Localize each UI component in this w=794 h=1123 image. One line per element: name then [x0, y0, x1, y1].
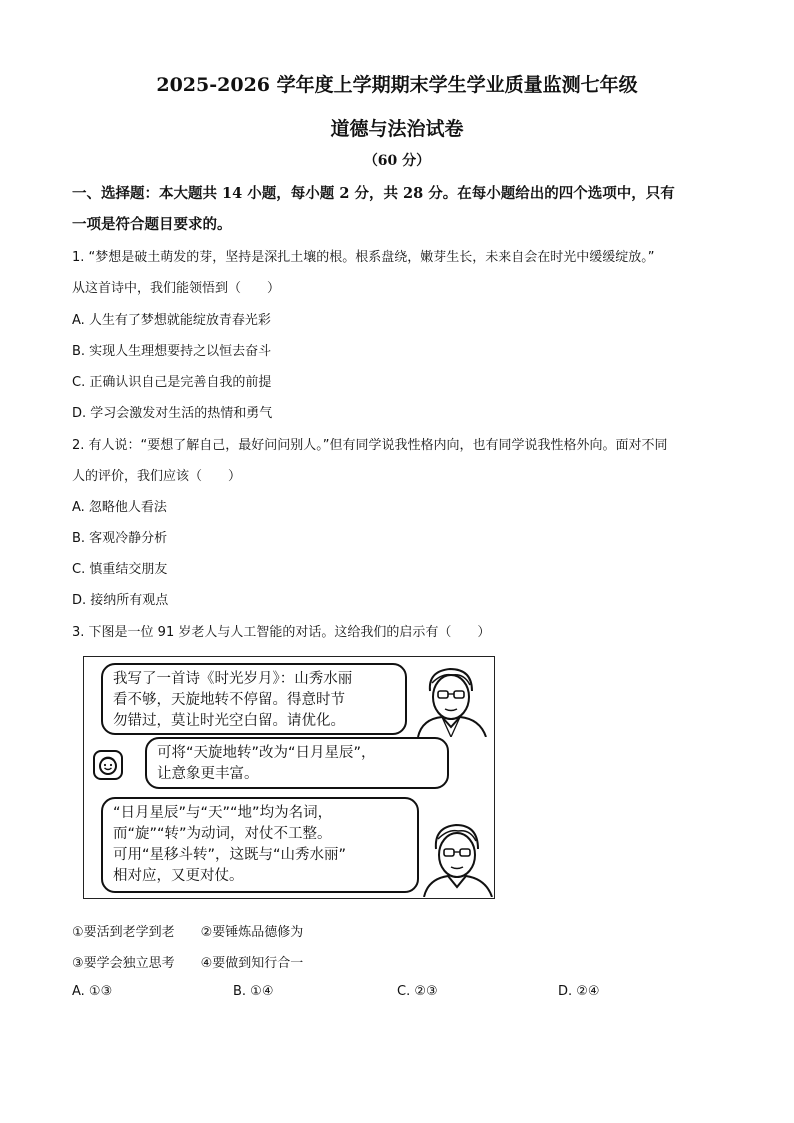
q2-stem-line1: 2. 有人说：“要想了解自己，最好问问别人。”但有同学说我性格内向，也有同学说我性格外向。面对不同 — [72, 438, 668, 453]
bubble-text-line: 看不够，天旋地转不停留。得意时节 — [113, 692, 345, 708]
bubble-text-line: 而“旋”“转”为动词，对仗不工整。 — [113, 826, 332, 842]
elder-speech-bubble-1 — [101, 663, 407, 735]
q3-statements-line1: ①要活到老学到老 ②要锤炼品德修为 — [72, 925, 304, 940]
exam-score: （60 分） — [363, 153, 431, 169]
bubble-text-line: “日月星辰”与“天”“地”均为名词， — [113, 805, 333, 821]
bubble-text-line: 勿错过，莫让时光空白留。请优化。 — [113, 713, 345, 729]
elder-portrait-icon — [412, 661, 492, 737]
bubble-text-line: 我写了一首诗《时光岁月》：山秀水丽 — [113, 671, 353, 687]
q2-option-c: C. 慎重结交朋友 — [72, 562, 168, 577]
exam-title: 2025-2026 学年度上学期期末学生学业质量监测七年级 — [156, 74, 638, 96]
elder-speech-bubble-2 — [101, 797, 419, 893]
q1-stem-line2: 从这首诗中，我们能领悟到（ ） — [72, 281, 281, 296]
q1-option-b: B. 实现人生理想要持之以恒去奋斗 — [72, 344, 272, 359]
q3-option-d: D. ②④ — [558, 984, 600, 999]
exam-subtitle: 道德与法治试卷 — [330, 118, 464, 140]
q1-option-c: C. 正确认识自己是完善自我的前提 — [72, 375, 272, 390]
q2-option-a: A. 忽略他人看法 — [72, 500, 167, 515]
q3-option-b: B. ①④ — [233, 984, 274, 999]
bubble-text-line: 相对应，又更对仗。 — [113, 868, 244, 884]
q1-stem-line1: 1. “梦想是破土萌发的芽，坚持是深扎土壤的根。根系盘绕，嫩芽生长，未来自会在时光中缓缓绽放。” — [72, 250, 655, 265]
q3-stem: 3. 下图是一位 91 岁老人与人工智能的对话。这给我们的启示有（ ） — [72, 625, 491, 640]
q2-stem-line2: 人的评价，我们应该（ ） — [72, 469, 242, 484]
section-instruction-line2: 一项是符合题目要求的。 — [72, 216, 232, 233]
bubble-text-line: 让意象更丰富。 — [157, 766, 259, 782]
q3-statements-line2: ③要学会独立思考 ④要做到知行合一 — [72, 956, 304, 971]
elder-portrait-icon — [422, 819, 494, 897]
ai-dialogue-comic — [83, 656, 495, 899]
q1-option-a: A. 人生有了梦想就能绽放青春光彩 — [72, 313, 271, 328]
q1-option-d: D. 学习会激发对生活的热情和勇气 — [72, 406, 273, 421]
q2-option-d: D. 接纳所有观点 — [72, 593, 169, 608]
section-instruction-line1: 一、选择题：本大题共 14 小题，每小题 2 分，共 28 分。在每小题给出的四个选项中，只有 — [72, 185, 675, 202]
bubble-text-line: 可用“星移斗转”，这既与“山秀水丽” — [113, 847, 347, 863]
q3-option-c: C. ②③ — [397, 984, 438, 999]
q3-option-a: A. ①③ — [72, 984, 113, 999]
bubble-text-line: 可将“天旋地转”改为“日月星辰”， — [157, 745, 376, 761]
ai-assistant-icon — [92, 749, 124, 781]
q2-option-b: B. 客观冷静分析 — [72, 531, 168, 546]
ai-speech-bubble — [145, 737, 449, 789]
